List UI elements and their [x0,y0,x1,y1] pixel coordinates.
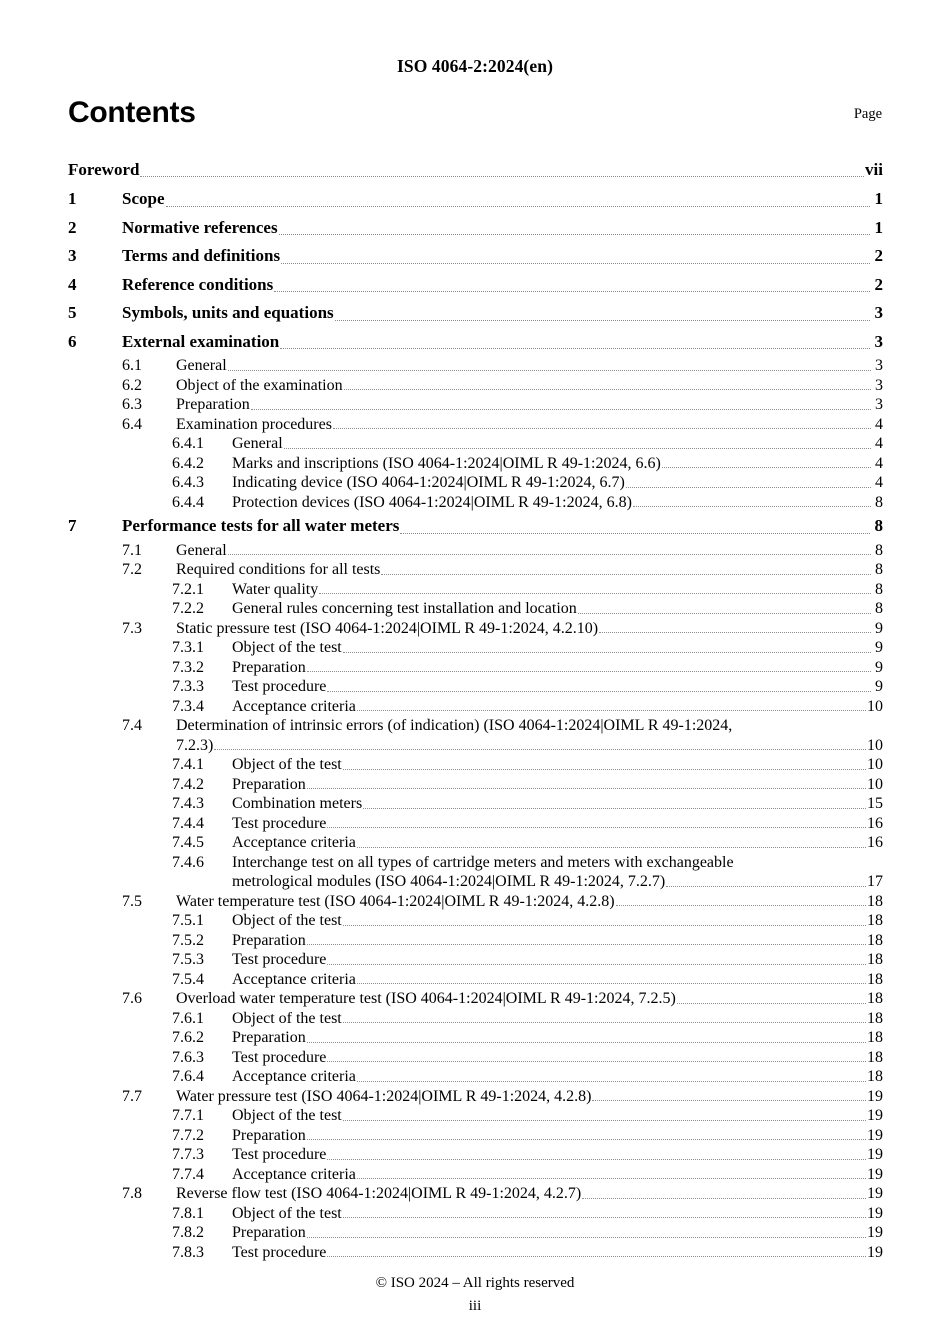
toc-entry-page-number: 8 [875,600,883,617]
toc-entry-title: Acceptance criteria [232,1068,356,1085]
toc-entry[interactable] [68,755,883,775]
toc-leader-dots [633,505,871,507]
toc-leader-dots [343,1216,866,1218]
toc-entry-number: 7.6.2 [172,1029,204,1046]
toc-entry[interactable] [68,931,883,951]
toc-entry-title: Water quality [232,580,319,598]
toc-entry[interactable] [68,242,883,271]
toc-leader-dots [578,612,871,614]
toc-leader-dots [357,846,866,848]
toc-entry-page-number: 9 [875,639,883,656]
toc-entry[interactable] [68,950,883,970]
toc-entry-title: Object of the test [232,1009,342,1027]
toc-entry-number: 7 [68,516,77,535]
toc-entry-title: Preparation [232,658,306,676]
toc-entry[interactable] [68,1028,883,1048]
toc-entry-page-number: 10 [867,756,883,773]
toc-entry-number: 7.8 [122,1185,142,1202]
toc-entry-page-number: 10 [867,697,883,715]
toc-entry[interactable] [68,814,883,834]
toc-entry-number: 6.4.2 [172,454,204,472]
toc-entry-title: Test procedure [232,1048,327,1066]
footer-page-number: iii [468,1298,482,1314]
toc-entry-number: 7.4.5 [172,834,204,851]
toc-entry-number: 7.6.4 [172,1068,204,1085]
toc-leader-dots [343,924,866,926]
toc-entry-number: 3 [68,246,77,265]
toc-entry-number: 7.5 [122,892,142,910]
toc-entry-page-number: 17 [867,873,883,890]
toc-leader-dots [363,807,866,809]
toc-leader-dots [251,408,871,410]
toc-entry-title: Test procedure [232,814,327,832]
toc-leader-dots [357,982,866,984]
toc-entry-title: Test procedure [232,951,327,968]
toc-entry-number: 7.4 [122,717,142,734]
toc-entry-title-wrapped [232,853,867,892]
toc-entry-title: Acceptance criteria [232,970,356,988]
toc-entry-title: Foreword [68,160,140,179]
toc-leader-dots [343,1119,866,1121]
toc-entry[interactable] [68,376,883,396]
toc-entry-number: 7.8.3 [172,1243,204,1261]
toc-entry-page-number: 3 [875,357,883,374]
toc-entry-number: 7.5.3 [172,951,204,968]
toc-leader-dots [592,1099,866,1101]
toc-leader-dots [228,553,871,555]
toc-entry-number: 7.7.1 [172,1107,204,1124]
toc-entry-page-number: 19 [867,1087,883,1105]
toc-entry-title: Acceptance criteria [232,834,356,851]
toc-entry[interactable] [68,454,883,474]
toc-entry-page-number: 19 [867,1243,883,1261]
toc-entry-page-number: 19 [867,1185,883,1202]
toc-entry-page-number: 8 [875,580,883,598]
toc-entry-page-number: 16 [867,834,883,851]
toc-entry-number: 7.5.2 [172,931,204,949]
toc-leader-dots [357,1177,866,1179]
toc-leader-dots [279,233,870,235]
toc-entry-page-number: 18 [867,1009,883,1027]
toc-leader-dots [344,388,871,390]
toc-leader-dots [166,205,871,207]
toc-entry-page-number: 19 [867,1204,883,1222]
toc-entry-page-number: 18 [867,970,883,988]
toc-entry-number: 7.6 [122,990,142,1007]
toc-entry-title: Preparation [232,1029,306,1046]
toc-entry[interactable] [68,1184,883,1204]
toc-leader-dots [307,670,871,672]
toc-entry-title: Preparation [232,1224,306,1241]
toc-entry[interactable] [68,185,883,214]
toc-entry-page-number: 9 [875,658,883,676]
toc-entry-page-number: 3 [874,331,883,351]
toc-entry-title: Preparation [232,1126,306,1144]
toc-entry-title: Examination procedures [176,415,332,433]
toc-entry-number: 7.8.1 [172,1204,204,1222]
toc-entry-number: 7.3.1 [172,639,204,656]
toc-entry-number: 7.4.1 [172,756,204,773]
toc-entry-page-number: 18 [867,892,883,910]
page-column-label: Page [853,106,882,122]
toc-entry-page-number: 18 [867,1029,883,1046]
toc-entry-number: 7.6.3 [172,1048,204,1066]
toc-leader-dots [327,963,866,965]
toc-entry-title: Test procedure [232,1243,327,1261]
toc-entry-number: 5 [68,303,77,322]
toc-leader-dots [327,1060,866,1062]
toc-entry-title-line1: Interchange test on all types of cartridge meters and meters with exchangeable [232,853,734,871]
toc-entry-title-line2 [232,872,867,892]
toc-entry-page-number: 4 [875,474,883,491]
toc-entry-page-number: 16 [867,814,883,832]
toc-entry-number: 7.3.2 [172,658,204,676]
toc-leader-dots [327,826,866,828]
toc-entry[interactable] [68,716,883,755]
toc-entry[interactable] [68,970,883,990]
toc-entry-page-number: 3 [875,396,883,413]
toc-entry-page-number: 19 [867,1146,883,1163]
toc-entry[interactable] [68,794,883,814]
toc-entry-title-line2 [176,736,867,756]
toc-entry-number: 7.4.2 [172,775,204,793]
toc-entry-title: Combination meters [232,795,363,812]
toc-entry-title: Object of the test [232,639,342,656]
toc-leader-dots [274,290,870,292]
toc-leader-dots [343,651,871,653]
toc-entry-page-number: 4 [875,435,883,452]
toc-entry-title: Preparation [232,931,306,949]
toc-entry[interactable] [68,892,883,912]
toc-leader-dots [582,1197,866,1199]
toc-leader-dots [666,885,866,887]
toc-entry-number: 7.7.2 [172,1126,204,1144]
toc-entry[interactable] [68,1145,883,1165]
toc-entry-number: 7.3.3 [172,678,204,695]
toc-leader-dots [280,347,870,349]
toc-entry-number: 6.4.3 [172,474,204,491]
toc-entry-page-number: 18 [867,990,883,1007]
toc-entry[interactable] [68,775,883,795]
toc-leader-dots [281,262,870,264]
toc-entry-number: 6.1 [122,357,142,374]
toc-leader-dots [307,943,866,945]
toc-entry-title: Scope [122,189,165,208]
toc-entry-number: 7.8.2 [172,1224,204,1241]
toc-entry[interactable] [68,1087,883,1107]
toc-entry[interactable] [68,1126,883,1146]
toc-entry-title-wrapped [176,716,867,755]
toc-entry-title: Object of the test [232,912,342,929]
toc-entry-page-number: 1 [874,189,883,208]
toc-entry[interactable] [68,1165,883,1185]
toc-entry[interactable] [68,1243,883,1263]
toc-entry[interactable] [68,493,883,513]
toc-leader-dots [662,466,871,468]
toc-entry-title-line1: Determination of intrinsic errors (of indication) (ISO 4064-1:2024|OIML R 49-1:2024, [176,717,733,734]
toc-entry-page-number: 18 [867,1068,883,1085]
toc-entry-page-number: 3 [875,376,883,394]
toc-leader-dots [327,1158,866,1160]
toc-entry-title: General [176,541,227,559]
toc-leader-dots [599,631,871,633]
running-header-title: ISO 4064-2:2024(en) [397,56,553,76]
toc-entry-page-number: 10 [867,775,883,793]
toc-entry-page-number: 8 [875,541,883,559]
toc-entry-title: Protection devices (ISO 4064-1:2024|OIML R 49-1:2024, 6.8) [232,493,632,511]
toc-entry-title-line2-text: metrological modules (ISO 4064-1:2024|OIML R 49-1:2024, 7.2.7) [232,873,666,890]
toc-leader-dots [335,319,870,321]
toc-entry-number: 7.4.4 [172,814,204,832]
toc-entry[interactable] [68,1009,883,1029]
table-of-contents [68,155,883,1262]
toc-entry-page-number: 9 [875,619,883,637]
toc-entry-page-number: 18 [867,931,883,949]
toc-entry-page-number: 4 [875,454,883,472]
toc-entry-number: 6.4 [122,415,142,433]
toc-leader-dots [327,690,871,692]
toc-entry-page-number: 18 [867,1048,883,1066]
toc-entry-page-number: 18 [867,951,883,968]
toc-entry[interactable] [68,853,883,892]
toc-entry[interactable] [68,833,883,853]
toc-entry[interactable] [68,356,883,376]
toc-leader-dots [228,369,871,371]
toc-entry-title: Object of the test [232,1204,342,1222]
toc-leader-dots [357,709,866,711]
toc-entry-title: Indicating device (ISO 4064-1:2024|OIML R 49-1:2024, 6.7) [232,474,625,491]
toc-entry[interactable] [68,328,883,357]
toc-leader-dots [343,1021,866,1023]
toc-leader-dots [307,1041,866,1043]
contents-heading-row [68,98,883,128]
toc-entry-number: 7.4.3 [172,795,204,812]
toc-entry-number: 7.5.4 [172,970,204,988]
toc-entry[interactable] [68,599,883,619]
toc-entry-page-number: 18 [867,912,883,929]
toc-entry[interactable] [68,560,883,580]
toc-entry[interactable] [68,1223,883,1243]
toc-entry-page-number: 10 [867,736,883,754]
toc-entry-title: Water temperature test (ISO 4064-1:2024|OIML R 49-1:2024, 4.2.8) [176,892,615,910]
toc-entry-title: General rules concerning test installation and location [232,600,577,617]
toc-entry-number: 7.3.4 [172,697,204,715]
toc-entry-number: 7.7 [122,1087,142,1105]
toc-entry-page-number: 19 [867,1126,883,1144]
toc-leader-dots [343,768,866,770]
toc-entry[interactable] [68,619,883,639]
toc-entry-title: Static pressure test (ISO 4064-1:2024|OIML R 49-1:2024, 4.2.10) [176,619,599,637]
toc-entry[interactable] [68,271,883,300]
toc-entry-title: General [176,357,227,374]
toc-entry-page-number: 8 [874,516,883,535]
toc-leader-dots [400,532,870,534]
toc-entry-title: External examination [122,331,280,351]
toc-entry-title: Object of the test [232,1107,342,1124]
toc-entry-number: 7.4.6 [172,853,204,871]
toc-entry[interactable] [68,658,883,678]
toc-leader-dots [616,904,866,906]
toc-entry[interactable] [68,1204,883,1224]
toc-leader-dots [357,1080,866,1082]
toc-leader-dots [140,175,864,177]
toc-entry-title: Required conditions for all tests [176,561,381,578]
toc-leader-dots [381,573,871,575]
toc-entry[interactable] [68,434,883,454]
toc-entry[interactable] [68,638,883,658]
toc-entry-title: Symbols, units and equations [122,303,334,322]
toc-entry-page-number: 1 [874,217,883,237]
toc-entry-number: 6.3 [122,396,142,413]
toc-entry[interactable] [68,473,883,493]
toc-leader-dots [327,1255,866,1257]
toc-entry-page-number: 19 [867,1165,883,1183]
page-title: Contents [68,96,196,129]
toc-entry-page-number: 2 [874,274,883,294]
toc-entry-title: Marks and inscriptions (ISO 4064-1:2024|OIML R 49-1:2024, 6.6) [232,454,661,472]
toc-entry-number: 6.4.1 [172,435,204,452]
toc-entry-title: General [232,435,283,452]
toc-entry-title: Object of the examination [176,376,343,394]
toc-entry-page-number: 8 [875,561,883,578]
toc-entry-title: Reverse flow test (ISO 4064-1:2024|OIML R 49-1:2024, 4.2.7) [176,1185,582,1202]
toc-entry-number: 7.1 [122,541,142,559]
toc-entry-number: 7.2.1 [172,580,204,598]
toc-leader-dots [214,748,866,750]
toc-entry-number: 7.2.2 [172,600,204,617]
toc-entry-page-number: 15 [867,795,883,812]
toc-entry[interactable] [68,677,883,697]
toc-entry-title: Terms and definitions [122,246,281,265]
toc-leader-dots [333,427,871,429]
toc-entry[interactable] [68,580,883,600]
toc-entry-title: Test procedure [232,1146,327,1163]
toc-entry[interactable] [68,299,883,328]
toc-entry-page-number: 4 [875,415,883,433]
toc-entry-title: Overload water temperature test (ISO 4064-1:2024|OIML R 49-1:2024, 7.2.5) [176,990,676,1007]
toc-entry-page-number: 3 [874,303,883,322]
toc-entry[interactable] [68,1067,883,1087]
toc-entry[interactable] [68,415,883,435]
toc-entry-title: Object of the test [232,756,342,773]
toc-entry-page-number: vii [865,160,883,179]
toc-entry[interactable] [68,989,883,1009]
toc-entry-number: 1 [68,189,77,208]
toc-entry-number: 7.7.4 [172,1165,204,1183]
toc-entry-title: Performance tests for all water meters [122,516,400,535]
toc-entry-page-number: 8 [875,493,883,511]
toc-entry-title: Preparation [232,775,306,793]
toc-leader-dots [307,1138,866,1140]
toc-entry-title: Acceptance criteria [232,1165,356,1183]
toc-entry-number: 2 [68,217,77,237]
toc-entry-page-number: 19 [867,1107,883,1124]
toc-entry[interactable] [68,1106,883,1126]
toc-entry-number: 7.7.3 [172,1146,204,1163]
footer-copyright: © ISO 2024 – All rights reserved [375,1275,575,1291]
toc-entry[interactable] [68,911,883,931]
toc-entry-title: Preparation [176,396,250,413]
toc-entry-number: 6 [68,331,77,351]
toc-entry[interactable] [68,395,883,415]
toc-entry-number: 7.6.1 [172,1009,204,1027]
toc-entry-page-number: 2 [874,246,883,265]
toc-leader-dots [307,787,866,789]
toc-entry[interactable] [68,541,883,561]
toc-leader-dots [626,486,871,488]
toc-entry-number: 7.2 [122,561,142,578]
toc-entry[interactable] [68,697,883,717]
toc-entry-title: Normative references [122,217,278,237]
toc-entry[interactable] [68,512,883,541]
toc-entry-number: 4 [68,274,77,294]
toc-entry-title: Acceptance criteria [232,697,356,715]
toc-leader-dots [677,1002,866,1004]
toc-entry-title-line2-text: 7.2.3) [176,736,214,754]
toc-entry-number: 7.5.1 [172,912,204,929]
toc-entry-page-number: 9 [875,678,883,695]
toc-entry[interactable] [68,155,883,185]
toc-entry[interactable] [68,214,883,243]
toc-leader-dots [307,1236,866,1238]
toc-leader-dots [284,447,871,449]
toc-entry-number: 6.2 [122,376,142,394]
toc-entry-title: Water pressure test (ISO 4064-1:2024|OIML R 49-1:2024, 4.2.8) [176,1087,592,1105]
toc-entry-page-number: 19 [867,1224,883,1241]
toc-entry-title: Test procedure [232,678,327,695]
toc-entry[interactable] [68,1048,883,1068]
toc-entry-number: 6.4.4 [172,493,204,511]
toc-leader-dots [319,592,871,594]
toc-entry-title: Reference conditions [122,274,274,294]
toc-entry-number: 7.3 [122,619,142,637]
